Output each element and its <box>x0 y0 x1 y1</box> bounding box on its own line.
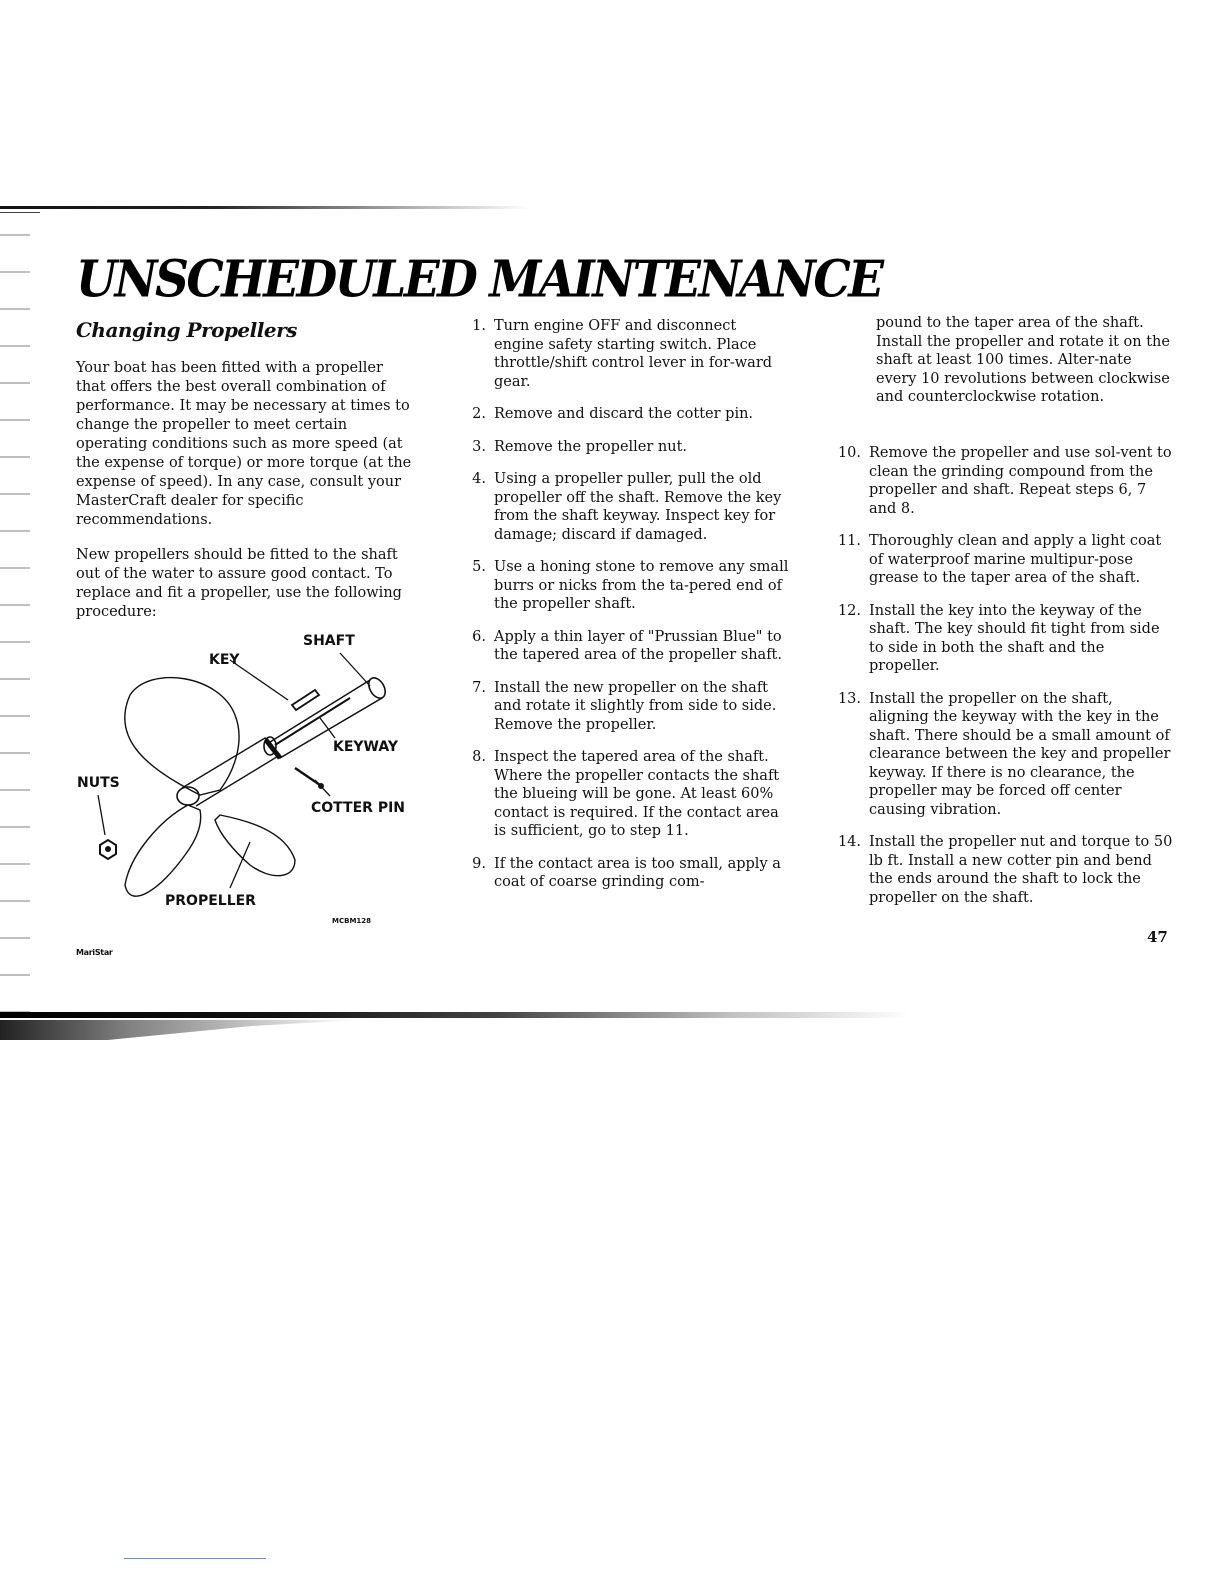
list-item: 8. Inspect the tapered area of the shaft. Where the propeller contacts the shaft the blueing will be gone. At least 60% contact is required. If the contact area is sufficient, go to step 11. <box>472 749 780 839</box>
top-scan-rule-secondary <box>0 212 40 213</box>
scan-edge-noise <box>0 220 30 1020</box>
leader-nuts <box>98 795 105 835</box>
list-item: 4. Using a propeller puller, pull the old propeller off the shaft. Remove the key from the shaft keyway. Inspect key for damage; discard if damaged. <box>472 471 782 543</box>
label-cotter-pin: COTTER PIN <box>311 800 406 816</box>
steps-list-column-2 <box>459 317 789 906</box>
list-item: 10. Remove the propeller and use sol-vent to clean the grinding compound from the propeller and shaft. Repeat steps 6, 7 and 8. <box>837 445 1172 517</box>
leader-cotter-pin <box>315 780 330 796</box>
propeller-blade-right <box>215 815 295 876</box>
label-shaft: SHAFT <box>303 633 355 649</box>
leader-keyway <box>320 718 335 738</box>
list-item: 3. Remove the propeller nut. <box>472 438 688 455</box>
list-item: 14. Install the propeller nut and torque to 50 lb ft. Install a new cotter pin and bend the ends around the shaft to lock the propeller on the shaft. <box>837 834 1173 906</box>
list-item: 11. Thoroughly clean and apply a light coat of waterproof marine multipur-pose grease to the taper area of the shaft. <box>837 533 1162 586</box>
top-scan-rule <box>0 206 530 209</box>
leader-shaft <box>340 653 370 686</box>
page-title: UNSCHEDULED MAINTENANCE <box>76 250 882 310</box>
list-item: 7. Install the new propeller on the shaft and rotate it slightly from side to side. Remove the propeller. <box>472 679 777 733</box>
list-item: 12. Install the key into the keyway of the shaft. The key should fit tight from side to side in both the shaft and the propeller. <box>837 602 1160 674</box>
list-item: 5. Use a honing stone to remove any small burrs or nicks from the ta-pered end of the propeller shaft. <box>472 559 789 612</box>
bottom-scan-smudge <box>0 1020 360 1040</box>
key-part <box>292 690 319 710</box>
steps-list-column-3 <box>834 444 1174 921</box>
section-title: Changing Propellers <box>76 318 297 342</box>
figure-code: MCBM128 <box>332 917 372 925</box>
list-item: 6. Apply a thin layer of "Prussian Blue" to the tapered area of the propeller shaft. <box>472 628 782 663</box>
propeller-blade-left <box>125 805 201 896</box>
label-propeller: PROPELLER <box>165 893 256 909</box>
keyway-line <box>275 698 350 745</box>
step-9-continued: pound to the taper area of the shaft. Install the propeller and rotate it on the shaft at least 100 times. Alter-nate every 10 revolutions between clockwise and counterclockwise rotation. <box>876 315 1170 405</box>
list-item: 13. Install the propeller on the shaft, aligning the keyway with the key in the shaft. There should be a small amount of clearance between the key and propeller keyway. If there is no clearance, the propeller may be forced off center causing vibration. <box>837 690 1171 818</box>
list-item: 2. Remove and discard the cotter pin. <box>472 406 754 422</box>
bottom-scan-rule <box>0 1012 910 1018</box>
brand-mark: MariStar <box>76 948 113 957</box>
bottom-blue-line <box>124 1558 266 1559</box>
nut-hole <box>105 846 111 852</box>
propeller-hub-face <box>177 787 199 805</box>
intro-paragraph-1: Your boat has been fitted with a propeller that offers the best overall combination of performance. It may be necessary at times to change the propeller to meet certain operating conditions such as more speed (at the expense of torque) or more torque (at the expense of speed). In any case, consult your MasterCraft dealer for specific recommendations. <box>76 360 412 528</box>
shaft-end <box>365 675 388 701</box>
propeller-blade-top <box>125 678 239 795</box>
list-item: 1. Turn engine OFF and disconnect engine safety starting switch. Place throttle/shift control lever in for-ward gear. <box>472 318 773 390</box>
label-nuts: NUTS <box>77 775 120 791</box>
intro-paragraph-2: New propellers should be fitted to the shaft out of the water to assure good contact. To replace and fit a propeller, use the following procedure: <box>76 547 402 620</box>
page-number: 47 <box>1147 928 1168 946</box>
list-item: 9. If the contact area is too small, apply a coat of coarse grinding com- <box>472 855 781 890</box>
cotter-pin-part <box>295 768 320 785</box>
propeller-diagram <box>70 620 420 930</box>
label-keyway: KEYWAY <box>333 739 398 755</box>
propeller-diagram-svg <box>70 620 420 930</box>
label-key: KEY <box>209 652 240 668</box>
